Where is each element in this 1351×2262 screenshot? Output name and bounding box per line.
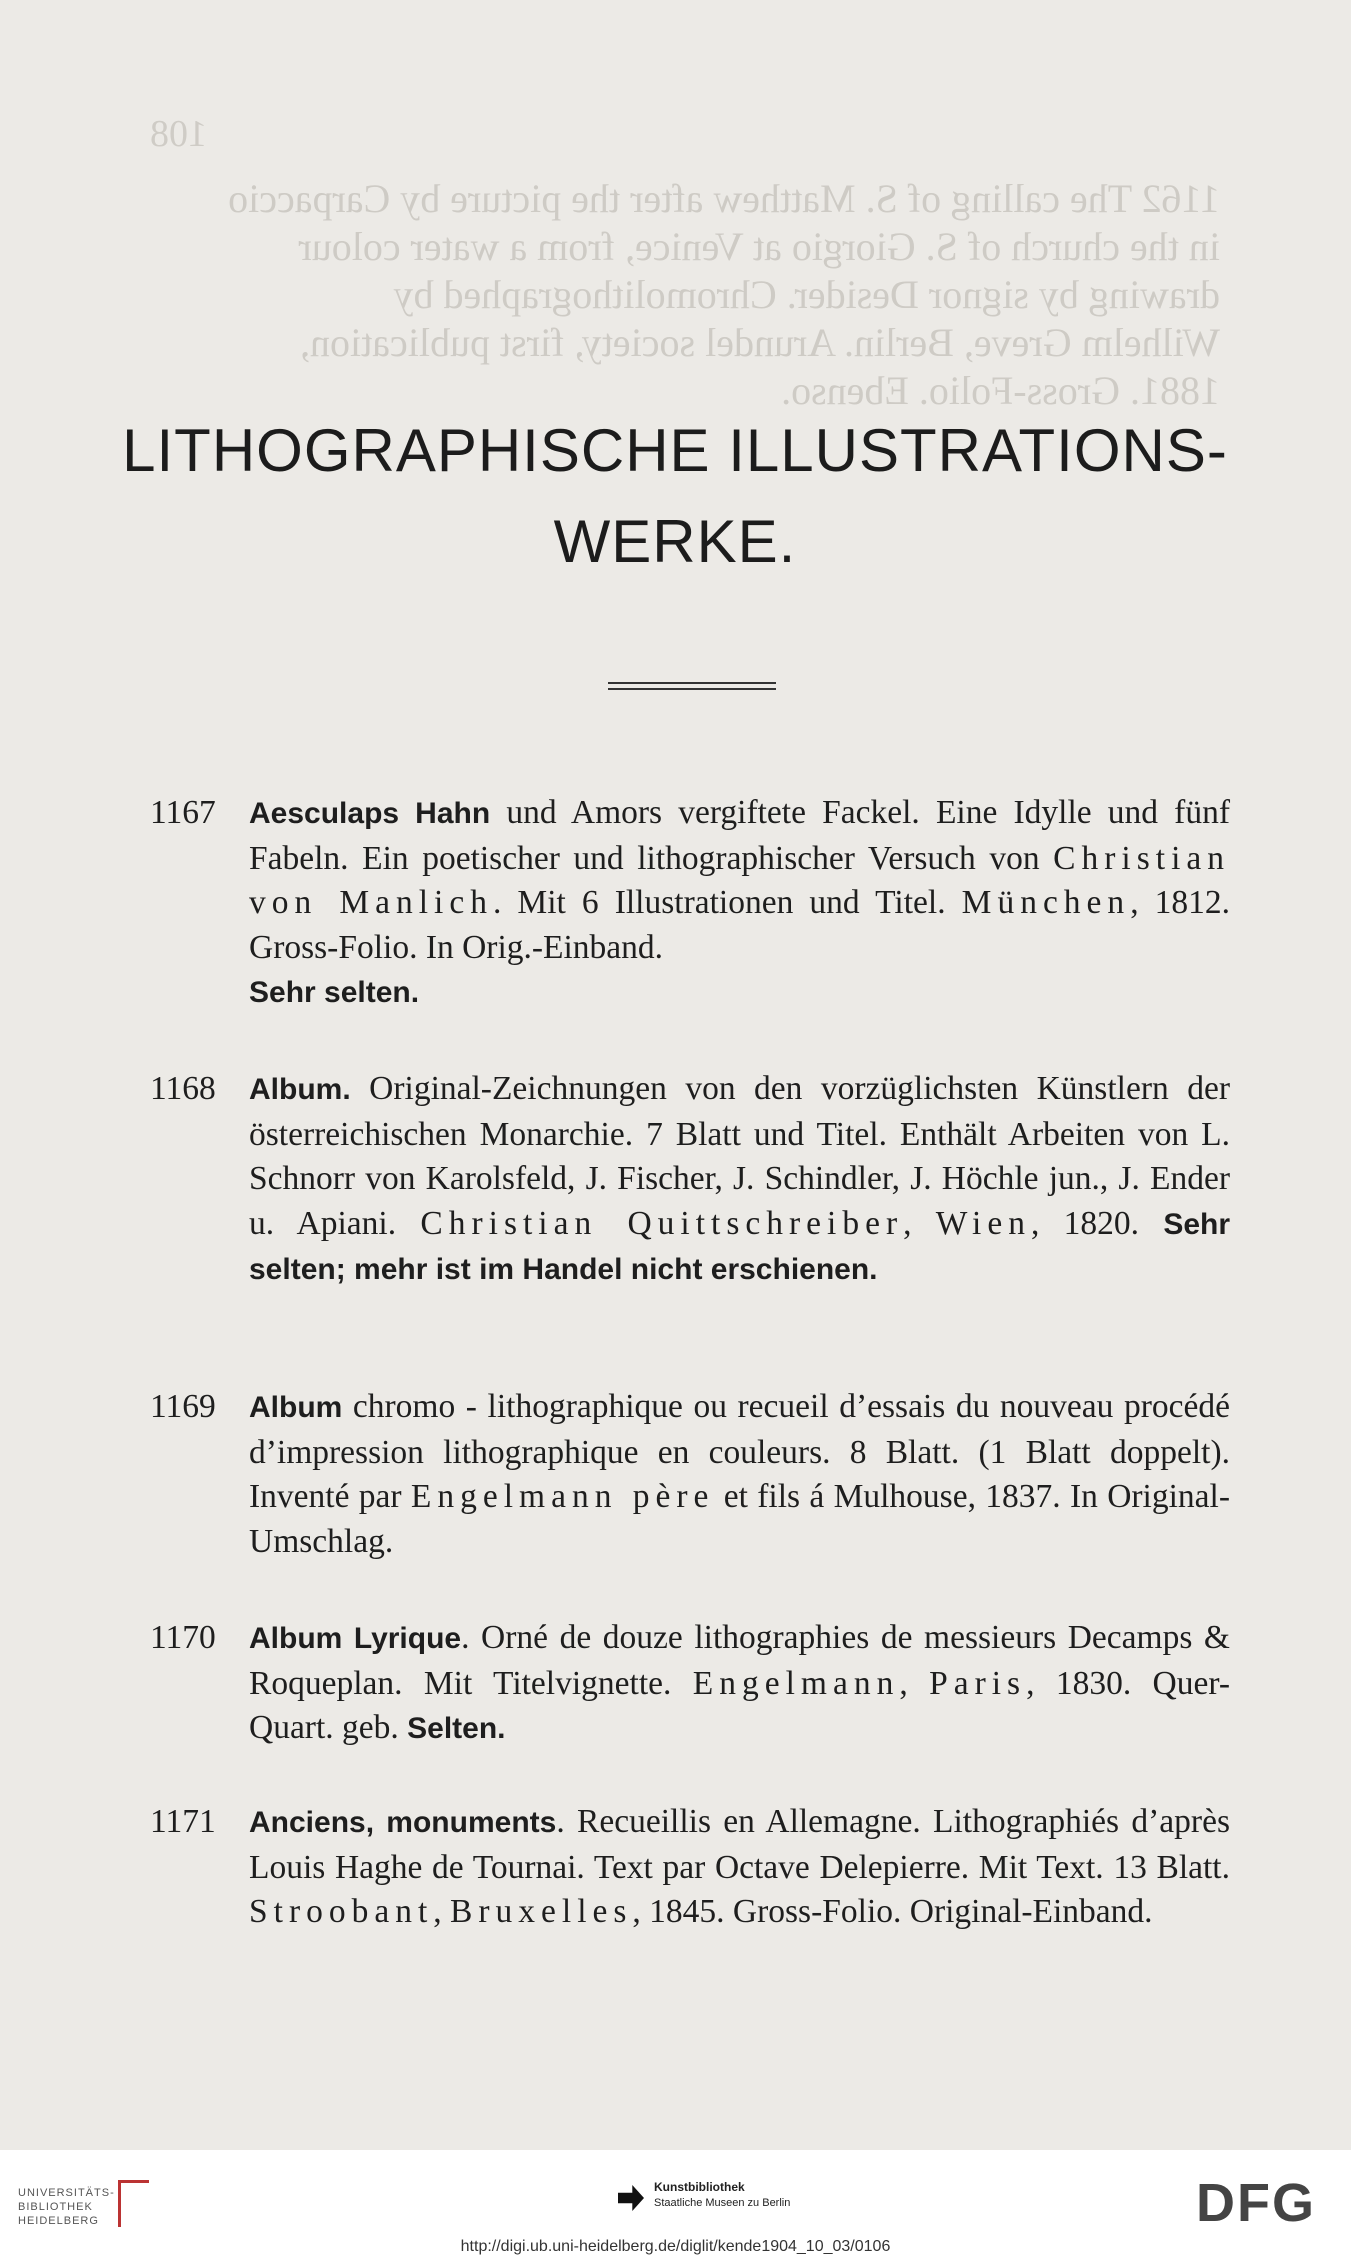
ghost-line: in the church of S. Giorgio at Venice, from a water colour [298,224,1220,269]
entry-title: Album. [249,1073,351,1106]
entry-number: 1169 [150,1388,216,1425]
ghost-line: 1881. Gross-Folio. Ebenso. [781,368,1220,413]
entry-text: , [899,1664,930,1702]
heidelberg-logo-icon [118,2180,149,2227]
dfg-logo: DFG [1196,2173,1316,2233]
entry-author: Christian von Manlich [249,839,1230,922]
catalog-entry [150,1385,1230,1564]
entry-author: Stroobant [249,1893,434,1931]
heidelberg-library-label: UNIVERSITÄTS- BIBLIOTHEK HEIDELBERG [18,2187,115,2227]
entry-number: 1170 [150,1619,216,1656]
entry-text: chromo - lithographique ou recueil d’essais du nouveau procédé d’impression lithographique en couleurs. 8 Blatt. (1 Blatt doppelt). Inventé par [249,1388,1230,1516]
entry-text: , 1830. Quer-Quart. geb. [249,1664,1230,1747]
entry-note: Sehr selten; mehr ist im Handel nicht erschienen. [249,1207,1231,1287]
entry-title: Anciens, monuments [249,1806,557,1839]
kunstbibliothek-logo-icon [618,2185,644,2211]
entry-text: . Orné de douze lithographies de messieurs Decamps & Roqueplan. Mit Titelvignette. [249,1619,1230,1702]
heading-rule [608,688,776,690]
ghost-page-number: 108 [150,113,207,155]
entry-place: Wien [935,1204,1031,1242]
entry-note: Sehr selten. [249,976,420,1010]
entry-text: , [903,1204,936,1242]
entry-body [249,1616,1230,1752]
page-url-link[interactable]: http://digi.ub.uni-heidelberg.de/diglit/kende1904_10_03/0106 [460,2238,891,2255]
entry-title: Album [249,1391,343,1424]
entry-author: Christian Quittschreiber [420,1204,904,1242]
ghost-line: Wilhelm Greve, Berlin. Arundel society, first publication, [299,320,1220,365]
entry-title: Aesculaps Hahn [249,797,491,830]
ghost-line: drawing by signor Desider. Chromolithographed by [393,272,1220,317]
entry-number: 1167 [150,794,216,831]
entry-text: , [433,1893,451,1931]
catalog-entry [150,1800,1230,1935]
entry-text: und Amors vergiftete Fackel. Eine Idylle und fünf Fabeln. Ein poetischer und lithographischer Versuch von [249,794,1230,877]
entry-text: . Recueillis en Allemagne. Lithographiés d’après Louis Haghe de Tournai. Text par Octave Delepierre. Mit Text. 13 Blatt. [249,1803,1230,1886]
entry-text: . Mit 6 Illustrationen und Titel. [492,884,962,922]
entry-body [249,1800,1230,1935]
entry-number: 1168 [150,1070,216,1107]
entry-body [249,1385,1230,1564]
entry-author: Engelmann père [410,1478,715,1516]
footer-bar [0,2150,1351,2262]
entry-text: , 1812. Gross-Folio. In Orig.-Einband. [249,884,1231,966]
entry-title: Album Lyrique [249,1622,462,1655]
catalog-entry [150,1616,1230,1752]
catalog-entry [150,1067,1230,1293]
entry-text: , 1820. [1031,1204,1164,1242]
entry-author: Engelmann [692,1664,900,1702]
entry-text: et fils á Mulhouse, 1837. In Original-Umschlag. [249,1478,1230,1560]
entry-place: Paris [929,1664,1027,1702]
entry-text: Original-Zeichnungen von den vorzüglichsten Künstlern der österreichischen Monarchie. 7 Blatt und Titel. Enthält Arbeiten von L. Schnorr von Karolsfeld, J. Fischer, J. Schindler, J. Höchle jun., J. Ender u. Apiani. [249,1070,1230,1242]
entry-place: München [961,884,1131,922]
heading-rule [608,682,776,684]
kunstbibliothek-label: Kunstbibliothek Staatliche Museen zu Berlin [654,2180,791,2209]
entry-body [249,1067,1230,1293]
section-heading-line1: LITHOGRAPHISCHE ILLUSTRATIONS- [122,417,1228,484]
section-heading-line2: WERKE. [553,508,797,575]
entry-note: Selten. [407,1712,506,1746]
ghost-line: 1162 The calling of S. Matthew after the picture by Carpaccio [228,176,1220,221]
entry-text: , 1845. Gross-Folio. Original-Einband. [632,1893,1153,1931]
entry-place: Bruxelles [450,1893,633,1931]
entry-body [249,791,1230,1016]
entry-number: 1171 [150,1803,216,1840]
catalog-entry [150,791,1230,1016]
